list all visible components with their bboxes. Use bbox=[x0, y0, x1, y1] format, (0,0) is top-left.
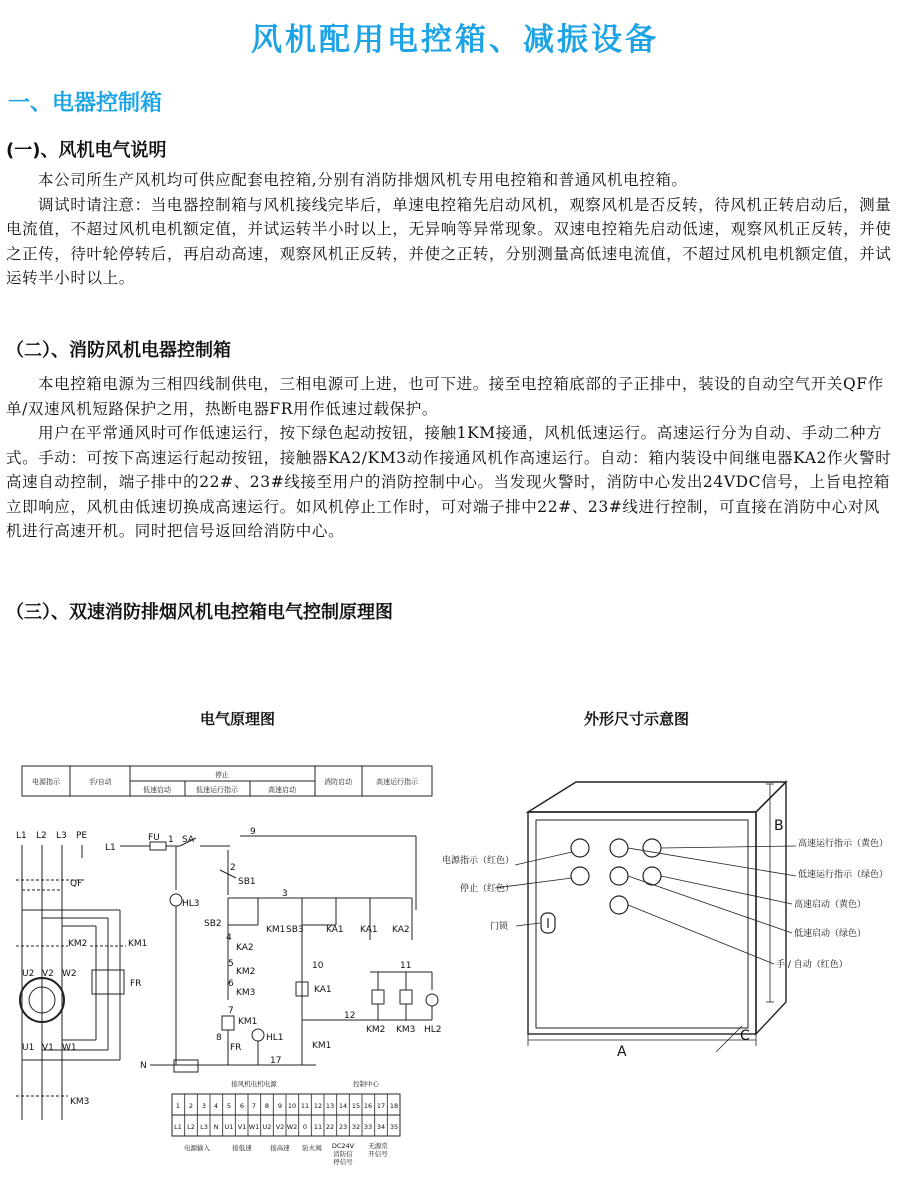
terminal-number: 2 bbox=[188, 1102, 194, 1110]
terminal-wire: 22 bbox=[325, 1123, 335, 1131]
terminal-number: 11 bbox=[300, 1102, 310, 1110]
label-SB1: SB1 bbox=[238, 877, 256, 887]
terminal-wire: 0 bbox=[302, 1123, 308, 1131]
label-KA1: KA1 bbox=[326, 925, 344, 935]
outline-lock-label: 门锁 bbox=[490, 922, 509, 932]
label-1: 1 bbox=[168, 835, 174, 845]
terminal-number: 8 bbox=[264, 1102, 270, 1110]
terminal-number: 3 bbox=[201, 1102, 207, 1110]
label-KM3: KM3 bbox=[70, 1097, 90, 1107]
schematic-title: 电气原理图 bbox=[200, 710, 276, 728]
page-title: 风机配用电控箱、减振设备 bbox=[251, 22, 659, 58]
paragraph-block-2 bbox=[6, 372, 894, 544]
outline-power-label: 电源指示（红色） bbox=[442, 856, 515, 866]
terminal-wire: U1 bbox=[224, 1123, 234, 1131]
terminal-wire: 34 bbox=[376, 1123, 386, 1131]
terminal-dc24-line: 消防信 bbox=[333, 1150, 353, 1158]
terminal-wire: 35 bbox=[389, 1123, 399, 1131]
header-high-ind: 高速运行指示 bbox=[376, 778, 418, 786]
label-SA: SA bbox=[182, 835, 195, 845]
terminal-wire: V2 bbox=[275, 1123, 285, 1131]
terminal-wire: 32 bbox=[351, 1123, 361, 1131]
terminal-number: 17 bbox=[376, 1102, 386, 1110]
paragraph-block-1 bbox=[6, 168, 894, 291]
header-stop: 停止 bbox=[215, 771, 229, 779]
header-low-start: 低速启动 bbox=[143, 786, 171, 794]
paragraph: 本电控箱电源为三相四线制供电，三相电源可上进，也可下进。接至电控箱底部的子正排中，装设的自动空气开关QF作单/双速风机短路保护之用，热断电器FR用作低速过载保护。 bbox=[6, 375, 884, 418]
terminal-wire: 11 bbox=[313, 1123, 323, 1131]
label-W2: W2 bbox=[62, 969, 77, 979]
label-HL1: HL1 bbox=[266, 1033, 284, 1043]
subsection-heading-2: （二）、消防风机电器控制箱 bbox=[6, 340, 231, 361]
label-c-FR: FR bbox=[230, 1043, 242, 1053]
outline-title: 外形尺寸示意图 bbox=[584, 710, 690, 728]
terminal-number: 7 bbox=[251, 1102, 257, 1110]
label-9: 9 bbox=[250, 827, 256, 837]
label-5: 5 bbox=[228, 959, 234, 969]
label-V2: V2 bbox=[42, 969, 54, 979]
label-PE: PE bbox=[76, 831, 88, 841]
terminal-high: 接高速 bbox=[270, 1144, 290, 1152]
outline-low-start-label: 低速启动（绿色） bbox=[794, 929, 867, 939]
label-KM2: KM2 bbox=[68, 939, 88, 949]
label-KA1b: KA1 bbox=[360, 925, 378, 935]
outline-stop-label: 停止（红色） bbox=[460, 884, 515, 894]
paragraph: 调试时请注意：当电器控制箱与风机接线完毕后，单速电控箱先启动风机，观察风机是否反转，待风机正转启动后，测量电流值，不超过风机电机额定值，并试运转半小时以上，无异响等异常现象。双速电控箱先启动低速，观察风机正反转，并使之正传，待叶轮停转后，再启动高速，观察风机正反转，并使之正转，分别测量高低速电流值，不超过风机电机额定值，并试运转半小时以上。 bbox=[6, 195, 892, 287]
label-coil-KM1: KM1 bbox=[238, 1017, 258, 1027]
terminal-passive-line: 开信号 bbox=[368, 1150, 388, 1158]
label-6: 6 bbox=[228, 979, 234, 989]
label-V1: V1 bbox=[42, 1043, 54, 1053]
terminal-passive-line: 无源常 bbox=[368, 1142, 388, 1150]
label-b-KM2: KM2 bbox=[366, 1025, 386, 1035]
label-n-KM1: KM1 bbox=[312, 1041, 332, 1051]
label-10: 10 bbox=[312, 961, 324, 971]
header-high-start: 高速启动 bbox=[268, 786, 296, 794]
label-c-KM3: KM3 bbox=[236, 988, 256, 998]
terminal-wire: U2 bbox=[262, 1123, 272, 1131]
label-FU: FU bbox=[148, 833, 160, 843]
label-U1: U1 bbox=[22, 1043, 35, 1053]
dimension-C: C bbox=[740, 1028, 750, 1044]
label-SB3: SB3 bbox=[286, 925, 304, 935]
terminal-dc24-line: 停信号 bbox=[333, 1158, 353, 1166]
terminal-number: 9 bbox=[277, 1102, 283, 1110]
header-manual: 手/自动 bbox=[88, 778, 112, 786]
terminal-wire: 33 bbox=[363, 1123, 373, 1131]
outline-high-ind-label: 高速运行指示（黄色） bbox=[798, 839, 889, 849]
label-2: 2 bbox=[230, 863, 236, 873]
label-L2: L2 bbox=[36, 831, 47, 841]
terminal-number: 15 bbox=[351, 1102, 361, 1110]
terminal-number: 14 bbox=[338, 1102, 348, 1110]
label-HL3: HL3 bbox=[182, 899, 200, 909]
electrical-schematic bbox=[0, 750, 450, 1180]
section-heading: 一、电器控制箱 bbox=[8, 91, 163, 116]
terminal-wire: L2 bbox=[187, 1123, 195, 1131]
outline-manual-label: 手 / 自动（红色） bbox=[776, 960, 848, 970]
paragraph: 用户在平常通风时可作低速运行，按下绿色起动按钮，接触1KM接通，风机低速运行。高速运行分为自动、手动二种方式。手动：可按下高速运行起动按钮，接触器KA2/KM3动作接通风机作高速运行。自动：箱内装设中间继电器KA2作火警时高速自动控制，端子排中的22#、23#线接至用户的消防控制中心。当发现火警时，消防中心发出24VDC信号，上旨电控箱立即响应，风机由低速切换成高速运行。如风机停止工作时，可对端子排中22#、23#线进行控制，可直接在消防中心对风机进行高速开机。同时把信号返回给消防中心。 bbox=[6, 424, 892, 540]
label-QF: QF bbox=[70, 879, 83, 889]
terminal-dc24-line: DC24V bbox=[331, 1142, 355, 1150]
label-b-KM3: KM3 bbox=[396, 1025, 416, 1035]
terminal-wire: W2 bbox=[286, 1123, 298, 1131]
outline-low-ind-label: 低速运行指示（绿色） bbox=[798, 870, 889, 880]
label-W1: W1 bbox=[62, 1043, 77, 1053]
label-4: 4 bbox=[226, 933, 232, 943]
terminal-motor-power: 接风机电机电源 bbox=[231, 1080, 277, 1088]
dimension-A: A bbox=[617, 1044, 627, 1060]
subsection-heading-1: (一)、风机电气说明 bbox=[6, 140, 167, 161]
label-KA2: KA2 bbox=[392, 925, 410, 935]
terminal-wire: L3 bbox=[200, 1123, 208, 1131]
terminal-wire: V1 bbox=[237, 1123, 247, 1131]
label-7: 7 bbox=[228, 1006, 234, 1016]
terminal-number: 4 bbox=[213, 1102, 219, 1110]
terminal-power-in: 电源输入 bbox=[184, 1144, 210, 1152]
label-FR: FR bbox=[130, 979, 142, 989]
outline-diagram bbox=[440, 770, 910, 1070]
label-SB2: SB2 bbox=[204, 919, 222, 929]
header-power: 电源指示 bbox=[32, 778, 60, 786]
header-low-ind: 低速运行指示 bbox=[196, 786, 238, 794]
terminal-low: 接低速 bbox=[232, 1144, 252, 1152]
terminal-number: 10 bbox=[287, 1102, 297, 1110]
label-c-KM2: KM2 bbox=[236, 967, 256, 977]
subsection-heading-3: （三）、双速消防排烟风机电控箱电气控制原理图 bbox=[6, 602, 393, 623]
label-L1: L1 bbox=[16, 831, 27, 841]
terminal-wire: 23 bbox=[338, 1123, 348, 1131]
terminal-number: 18 bbox=[389, 1102, 399, 1110]
label-KM1: KM1 bbox=[128, 939, 148, 949]
terminal-number: 12 bbox=[313, 1102, 323, 1110]
label-U2: U2 bbox=[22, 969, 35, 979]
terminal-wire: N bbox=[213, 1123, 219, 1131]
outline-high-start-label: 高速启动（黄色） bbox=[794, 900, 867, 910]
terminal-wire: L1 bbox=[174, 1123, 182, 1131]
label-3: 3 bbox=[282, 889, 288, 899]
label-c-KA2: KA2 bbox=[236, 943, 254, 953]
label-N: N bbox=[140, 1061, 147, 1071]
terminal-number: 1 bbox=[175, 1102, 181, 1110]
terminal-number: 6 bbox=[239, 1102, 245, 1110]
label-11: 11 bbox=[400, 961, 412, 971]
terminal-control-center: 控制中心 bbox=[353, 1080, 379, 1088]
terminal-wire: W1 bbox=[248, 1123, 260, 1131]
dimension-B: B bbox=[774, 818, 784, 834]
paragraph: 本公司所生产风机均可供应配套电控箱,分别有消防排烟风机专用电控箱和普通风机电控箱。 bbox=[38, 171, 688, 189]
label-coil-KA1: KA1 bbox=[314, 985, 332, 995]
terminal-damper: 防火阀 bbox=[302, 1144, 322, 1152]
terminal-number: 5 bbox=[226, 1102, 232, 1110]
label-17: 17 bbox=[270, 1056, 282, 1066]
label-c-KM1: KM1 bbox=[266, 925, 286, 935]
label-HL2: HL2 bbox=[424, 1025, 442, 1035]
terminal-number: 13 bbox=[325, 1102, 335, 1110]
terminal-number: 16 bbox=[363, 1102, 373, 1110]
label-12: 12 bbox=[344, 1011, 356, 1021]
label-L3: L3 bbox=[56, 831, 67, 841]
header-fire-start: 消防启动 bbox=[324, 778, 352, 786]
label-8: 8 bbox=[216, 1033, 222, 1043]
label-ctrl-L1: L1 bbox=[105, 843, 116, 853]
